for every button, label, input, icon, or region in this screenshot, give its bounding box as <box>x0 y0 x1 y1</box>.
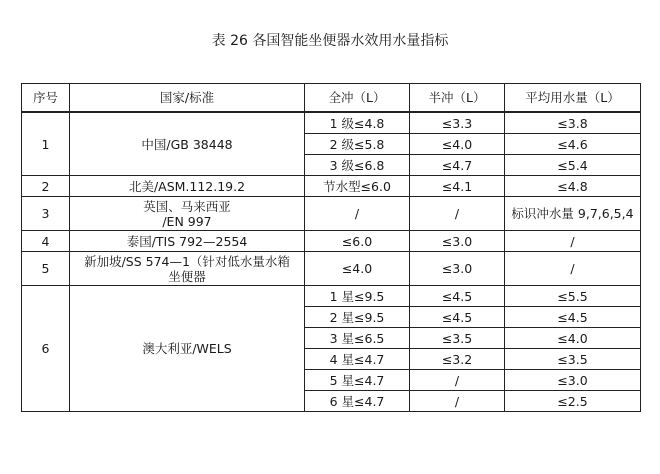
cell-avg: 标识冲水量 9,7,6,5,4 <box>505 197 641 231</box>
cell-avg: ≤3.0 <box>505 370 641 391</box>
cell-half: ≤3.2 <box>410 349 505 370</box>
table-row <box>22 197 641 231</box>
cell-avg: ≤5.5 <box>505 286 641 307</box>
cell-country: 北美/ASM.112.19.2 <box>70 176 305 197</box>
cell-no: 2 <box>22 176 70 197</box>
cell-country: 澳大利亚/WELS <box>70 286 305 412</box>
cell-full: 5 星≤4.7 <box>305 370 410 391</box>
cell-avg: ≤2.5 <box>505 391 641 412</box>
cell-avg: / <box>505 252 641 286</box>
cell-country <box>70 252 305 286</box>
cell-half: ≤4.7 <box>410 155 505 176</box>
water-efficiency-table <box>21 83 641 412</box>
cell-half: / <box>410 370 505 391</box>
cell-avg: ≤4.6 <box>505 134 641 155</box>
country-line: 英国、马来西亚 <box>143 198 231 214</box>
cell-half: ≤3.3 <box>410 112 505 134</box>
cell-full: 3 级≤6.8 <box>305 155 410 176</box>
cell-no: 4 <box>22 231 70 252</box>
cell-full: 节水型≤6.0 <box>305 176 410 197</box>
cell-full: 6 星≤4.7 <box>305 391 410 412</box>
header-full-flush: 全冲（L） <box>305 84 410 113</box>
cell-avg: ≤4.0 <box>505 328 641 349</box>
country-line: 坐便器 <box>168 268 206 284</box>
cell-full: 2 星≤9.5 <box>305 307 410 328</box>
header-country: 国家/标准 <box>70 84 305 113</box>
country-line: 新加坡/SS 574—1（针对低水量水箱 <box>84 253 290 269</box>
cell-half: ≤4.5 <box>410 286 505 307</box>
cell-full: ≤6.0 <box>305 231 410 252</box>
cell-avg: ≤3.5 <box>505 349 641 370</box>
cell-no: 1 <box>22 112 70 176</box>
table-row <box>22 112 641 134</box>
cell-full: 4 星≤4.7 <box>305 349 410 370</box>
cell-half: ≤4.1 <box>410 176 505 197</box>
cell-avg: ≤4.8 <box>505 176 641 197</box>
cell-half: ≤3.0 <box>410 231 505 252</box>
cell-half: / <box>410 391 505 412</box>
cell-full: 1 级≤4.8 <box>305 112 410 134</box>
cell-full: 3 星≤6.5 <box>305 328 410 349</box>
header-half-flush: 半冲（L） <box>410 84 505 113</box>
cell-avg: ≤3.8 <box>505 112 641 134</box>
cell-half: ≤3.5 <box>410 328 505 349</box>
cell-half: / <box>410 197 505 231</box>
cell-avg: / <box>505 231 641 252</box>
cell-full: 2 级≤5.8 <box>305 134 410 155</box>
cell-no: 6 <box>22 286 70 412</box>
cell-avg: ≤4.5 <box>505 307 641 328</box>
table-title: 表 26 各国智能坐便器水效用水量指标 <box>211 33 449 49</box>
country-line: /EN 997 <box>162 213 212 229</box>
cell-country: 泰国/TIS 792—2554 <box>70 231 305 252</box>
table-row <box>22 286 641 307</box>
cell-half: ≤4.0 <box>410 134 505 155</box>
header-no: 序号 <box>22 84 70 113</box>
table-row <box>22 252 641 286</box>
header-average: 平均用水量（L） <box>505 84 641 113</box>
cell-full: 1 星≤9.5 <box>305 286 410 307</box>
cell-avg: ≤5.4 <box>505 155 641 176</box>
cell-half: ≤4.5 <box>410 307 505 328</box>
cell-half: ≤3.0 <box>410 252 505 286</box>
header-row <box>22 84 641 113</box>
cell-country <box>70 197 305 231</box>
table-row <box>22 231 641 252</box>
cell-no: 3 <box>22 197 70 231</box>
cell-full: ≤4.0 <box>305 252 410 286</box>
cell-country: 中国/GB 38448 <box>70 112 305 176</box>
cell-no: 5 <box>22 252 70 286</box>
cell-full: / <box>305 197 410 231</box>
table-row <box>22 176 641 197</box>
